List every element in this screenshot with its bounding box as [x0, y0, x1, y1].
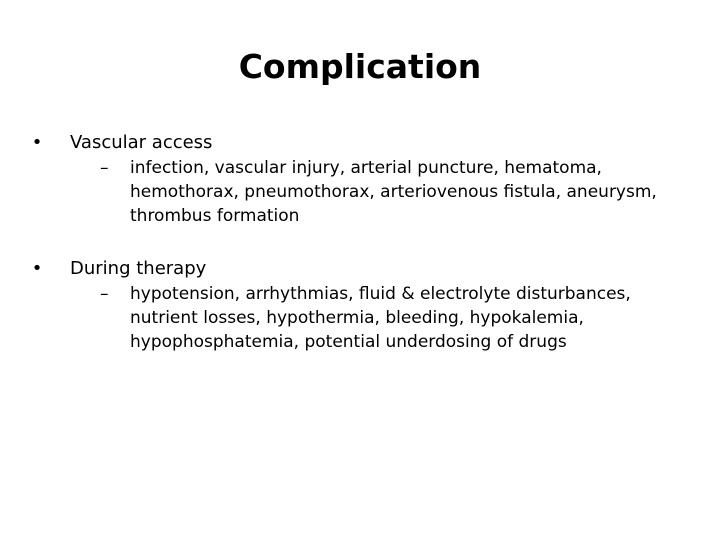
bullet-row — [28, 129, 698, 156]
sub-bullet-text: hypotension, arrhythmias, fluid & electrolyte disturbances, nutrient losses, hypothermia, bleeding, hypokalemia, hypophosphatemia, potential underdosing of drugs — [130, 284, 631, 352]
bullet-dot-icon: • — [31, 258, 43, 279]
bullet-dot-icon: • — [31, 132, 43, 153]
slide-title: Complication — [238, 47, 482, 86]
bullet-label: During therapy — [70, 258, 207, 279]
sub-bullet-text: infection, vascular injury, arterial puncture, hematoma, hemothorax, pneumothorax, arteriovenous fistula, aneurysm, thrombus formation — [130, 158, 657, 226]
bullet-list — [28, 129, 698, 381]
sub-bullet-row — [100, 282, 690, 354]
bullet-row — [28, 255, 698, 282]
dash-icon: – — [100, 284, 109, 304]
bullet-item — [28, 129, 698, 228]
bullet-label: Vascular access — [70, 132, 213, 153]
bullet-item — [28, 255, 698, 354]
sub-bullet-row — [100, 156, 690, 228]
dash-icon: – — [100, 158, 109, 178]
